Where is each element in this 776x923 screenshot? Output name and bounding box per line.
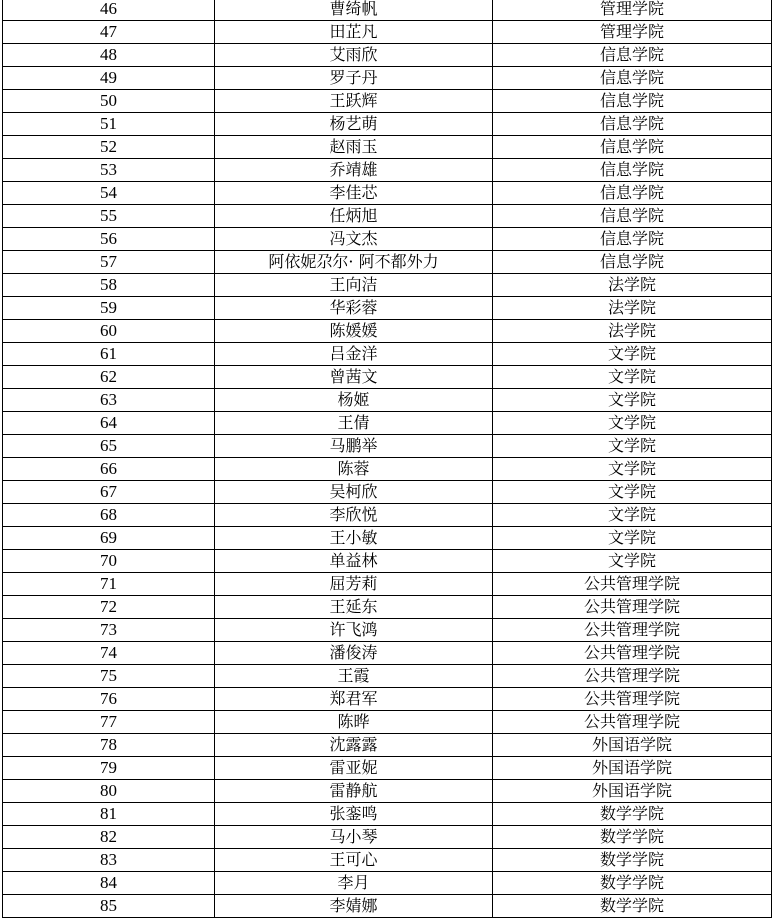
serial-number-cell: 69 <box>3 527 215 550</box>
student-name-cell: 王霞 <box>215 665 493 688</box>
college-cell: 公共管理学院 <box>493 688 772 711</box>
table-row <box>3 757 772 780</box>
student-name-cell: 李欣悦 <box>215 504 493 527</box>
serial-number-cell: 68 <box>3 504 215 527</box>
college-cell: 数学学院 <box>493 872 772 895</box>
student-name-cell: 艾雨欣 <box>215 44 493 67</box>
college-cell: 信息学院 <box>493 67 772 90</box>
student-name-cell: 冯文杰 <box>215 228 493 251</box>
serial-number-cell: 59 <box>3 297 215 320</box>
table-row <box>3 412 772 435</box>
college-cell: 文学院 <box>493 550 772 573</box>
table-row <box>3 550 772 573</box>
table-row <box>3 228 772 251</box>
table-row <box>3 0 772 21</box>
roster-table-body <box>3 0 772 918</box>
table-row <box>3 711 772 734</box>
serial-number-cell: 71 <box>3 573 215 596</box>
student-name-cell: 王跃辉 <box>215 90 493 113</box>
college-cell: 数学学院 <box>493 803 772 826</box>
serial-number-cell: 70 <box>3 550 215 573</box>
college-cell: 外国语学院 <box>493 780 772 803</box>
serial-number-cell: 83 <box>3 849 215 872</box>
student-name-cell: 单益林 <box>215 550 493 573</box>
serial-number-cell: 57 <box>3 251 215 274</box>
college-cell: 公共管理学院 <box>493 665 772 688</box>
table-row <box>3 665 772 688</box>
college-cell: 文学院 <box>493 435 772 458</box>
college-cell: 外国语学院 <box>493 734 772 757</box>
serial-number-cell: 76 <box>3 688 215 711</box>
college-cell: 信息学院 <box>493 90 772 113</box>
student-name-cell: 屈芳莉 <box>215 573 493 596</box>
table-row <box>3 205 772 228</box>
serial-number-cell: 52 <box>3 136 215 159</box>
college-cell: 文学院 <box>493 389 772 412</box>
serial-number-cell: 85 <box>3 895 215 918</box>
student-name-cell: 马鹏举 <box>215 435 493 458</box>
college-cell: 文学院 <box>493 527 772 550</box>
table-row <box>3 297 772 320</box>
college-cell: 信息学院 <box>493 228 772 251</box>
college-cell: 公共管理学院 <box>493 573 772 596</box>
table-row <box>3 642 772 665</box>
college-cell: 信息学院 <box>493 44 772 67</box>
table-row <box>3 619 772 642</box>
table-row <box>3 826 772 849</box>
table-row <box>3 389 772 412</box>
serial-number-cell: 58 <box>3 274 215 297</box>
college-cell: 信息学院 <box>493 159 772 182</box>
college-cell: 公共管理学院 <box>493 596 772 619</box>
college-cell: 文学院 <box>493 366 772 389</box>
student-name-cell: 雷亚妮 <box>215 757 493 780</box>
student-name-cell: 王倩 <box>215 412 493 435</box>
table-row <box>3 458 772 481</box>
serial-number-cell: 63 <box>3 389 215 412</box>
serial-number-cell: 73 <box>3 619 215 642</box>
college-cell: 文学院 <box>493 412 772 435</box>
serial-number-cell: 80 <box>3 780 215 803</box>
serial-number-cell: 48 <box>3 44 215 67</box>
student-name-cell: 李月 <box>215 872 493 895</box>
table-row <box>3 182 772 205</box>
student-name-cell: 杨艺萌 <box>215 113 493 136</box>
serial-number-cell: 72 <box>3 596 215 619</box>
serial-number-cell: 82 <box>3 826 215 849</box>
table-row <box>3 803 772 826</box>
serial-number-cell: 74 <box>3 642 215 665</box>
table-row <box>3 481 772 504</box>
table-row <box>3 251 772 274</box>
college-cell: 文学院 <box>493 458 772 481</box>
table-row <box>3 780 772 803</box>
table-row <box>3 734 772 757</box>
student-name-cell: 华彩蓉 <box>215 297 493 320</box>
student-name-cell: 赵雨玉 <box>215 136 493 159</box>
student-name-cell: 吕金洋 <box>215 343 493 366</box>
serial-number-cell: 47 <box>3 21 215 44</box>
college-cell: 文学院 <box>493 504 772 527</box>
student-name-cell: 潘俊涛 <box>215 642 493 665</box>
table-row <box>3 320 772 343</box>
table-row <box>3 573 772 596</box>
college-cell: 信息学院 <box>493 113 772 136</box>
college-cell: 信息学院 <box>493 205 772 228</box>
student-name-cell: 曾茜文 <box>215 366 493 389</box>
college-cell: 法学院 <box>493 320 772 343</box>
student-name-cell: 李佳芯 <box>215 182 493 205</box>
serial-number-cell: 53 <box>3 159 215 182</box>
table-row <box>3 504 772 527</box>
serial-number-cell: 62 <box>3 366 215 389</box>
table-row <box>3 67 772 90</box>
serial-number-cell: 81 <box>3 803 215 826</box>
serial-number-cell: 49 <box>3 67 215 90</box>
serial-number-cell: 78 <box>3 734 215 757</box>
student-name-cell: 任炳旭 <box>215 205 493 228</box>
serial-number-cell: 61 <box>3 343 215 366</box>
student-name-cell: 陈媛媛 <box>215 320 493 343</box>
college-cell: 法学院 <box>493 274 772 297</box>
college-cell: 信息学院 <box>493 136 772 159</box>
student-name-cell: 王可心 <box>215 849 493 872</box>
serial-number-cell: 60 <box>3 320 215 343</box>
serial-number-cell: 51 <box>3 113 215 136</box>
table-row <box>3 343 772 366</box>
student-name-cell: 罗子丹 <box>215 67 493 90</box>
student-name-cell: 马小琴 <box>215 826 493 849</box>
student-name-cell: 吴柯欣 <box>215 481 493 504</box>
college-cell: 公共管理学院 <box>493 642 772 665</box>
student-name-cell: 曹绮帆 <box>215 0 493 21</box>
student-name-cell: 阿依妮尕尔· 阿不都外力 <box>215 251 493 274</box>
student-name-cell: 王小敏 <box>215 527 493 550</box>
student-name-cell: 张銮鸣 <box>215 803 493 826</box>
college-cell: 数学学院 <box>493 849 772 872</box>
college-cell: 公共管理学院 <box>493 619 772 642</box>
college-cell: 管理学院 <box>493 0 772 21</box>
college-cell: 外国语学院 <box>493 757 772 780</box>
table-row <box>3 21 772 44</box>
college-cell: 文学院 <box>493 343 772 366</box>
student-name-cell: 郑君军 <box>215 688 493 711</box>
college-cell: 数学学院 <box>493 826 772 849</box>
serial-number-cell: 67 <box>3 481 215 504</box>
serial-number-cell: 55 <box>3 205 215 228</box>
student-name-cell: 李婧娜 <box>215 895 493 918</box>
roster-table <box>2 0 772 918</box>
serial-number-cell: 84 <box>3 872 215 895</box>
student-name-cell: 陈蓉 <box>215 458 493 481</box>
student-name-cell: 许飞鸿 <box>215 619 493 642</box>
student-name-cell: 杨姬 <box>215 389 493 412</box>
college-cell: 管理学院 <box>493 21 772 44</box>
table-row <box>3 895 772 918</box>
table-row <box>3 274 772 297</box>
student-name-cell: 王延东 <box>215 596 493 619</box>
table-row <box>3 113 772 136</box>
serial-number-cell: 64 <box>3 412 215 435</box>
table-row <box>3 849 772 872</box>
table-row <box>3 90 772 113</box>
table-row <box>3 435 772 458</box>
serial-number-cell: 66 <box>3 458 215 481</box>
student-name-cell: 田芷凡 <box>215 21 493 44</box>
student-name-cell: 王向洁 <box>215 274 493 297</box>
table-row <box>3 136 772 159</box>
table-row <box>3 596 772 619</box>
serial-number-cell: 79 <box>3 757 215 780</box>
serial-number-cell: 46 <box>3 0 215 21</box>
student-name-cell: 乔靖雄 <box>215 159 493 182</box>
college-cell: 信息学院 <box>493 182 772 205</box>
table-row <box>3 44 772 67</box>
table-row <box>3 872 772 895</box>
college-cell: 信息学院 <box>493 251 772 274</box>
table-row <box>3 366 772 389</box>
table-row <box>3 688 772 711</box>
college-cell: 法学院 <box>493 297 772 320</box>
serial-number-cell: 54 <box>3 182 215 205</box>
serial-number-cell: 56 <box>3 228 215 251</box>
student-name-cell: 陈晔 <box>215 711 493 734</box>
serial-number-cell: 75 <box>3 665 215 688</box>
table-row <box>3 527 772 550</box>
student-name-cell: 沈露露 <box>215 734 493 757</box>
college-cell: 公共管理学院 <box>493 711 772 734</box>
serial-number-cell: 65 <box>3 435 215 458</box>
table-row <box>3 159 772 182</box>
serial-number-cell: 50 <box>3 90 215 113</box>
college-cell: 文学院 <box>493 481 772 504</box>
college-cell: 数学学院 <box>493 895 772 918</box>
serial-number-cell: 77 <box>3 711 215 734</box>
student-name-cell: 雷静航 <box>215 780 493 803</box>
